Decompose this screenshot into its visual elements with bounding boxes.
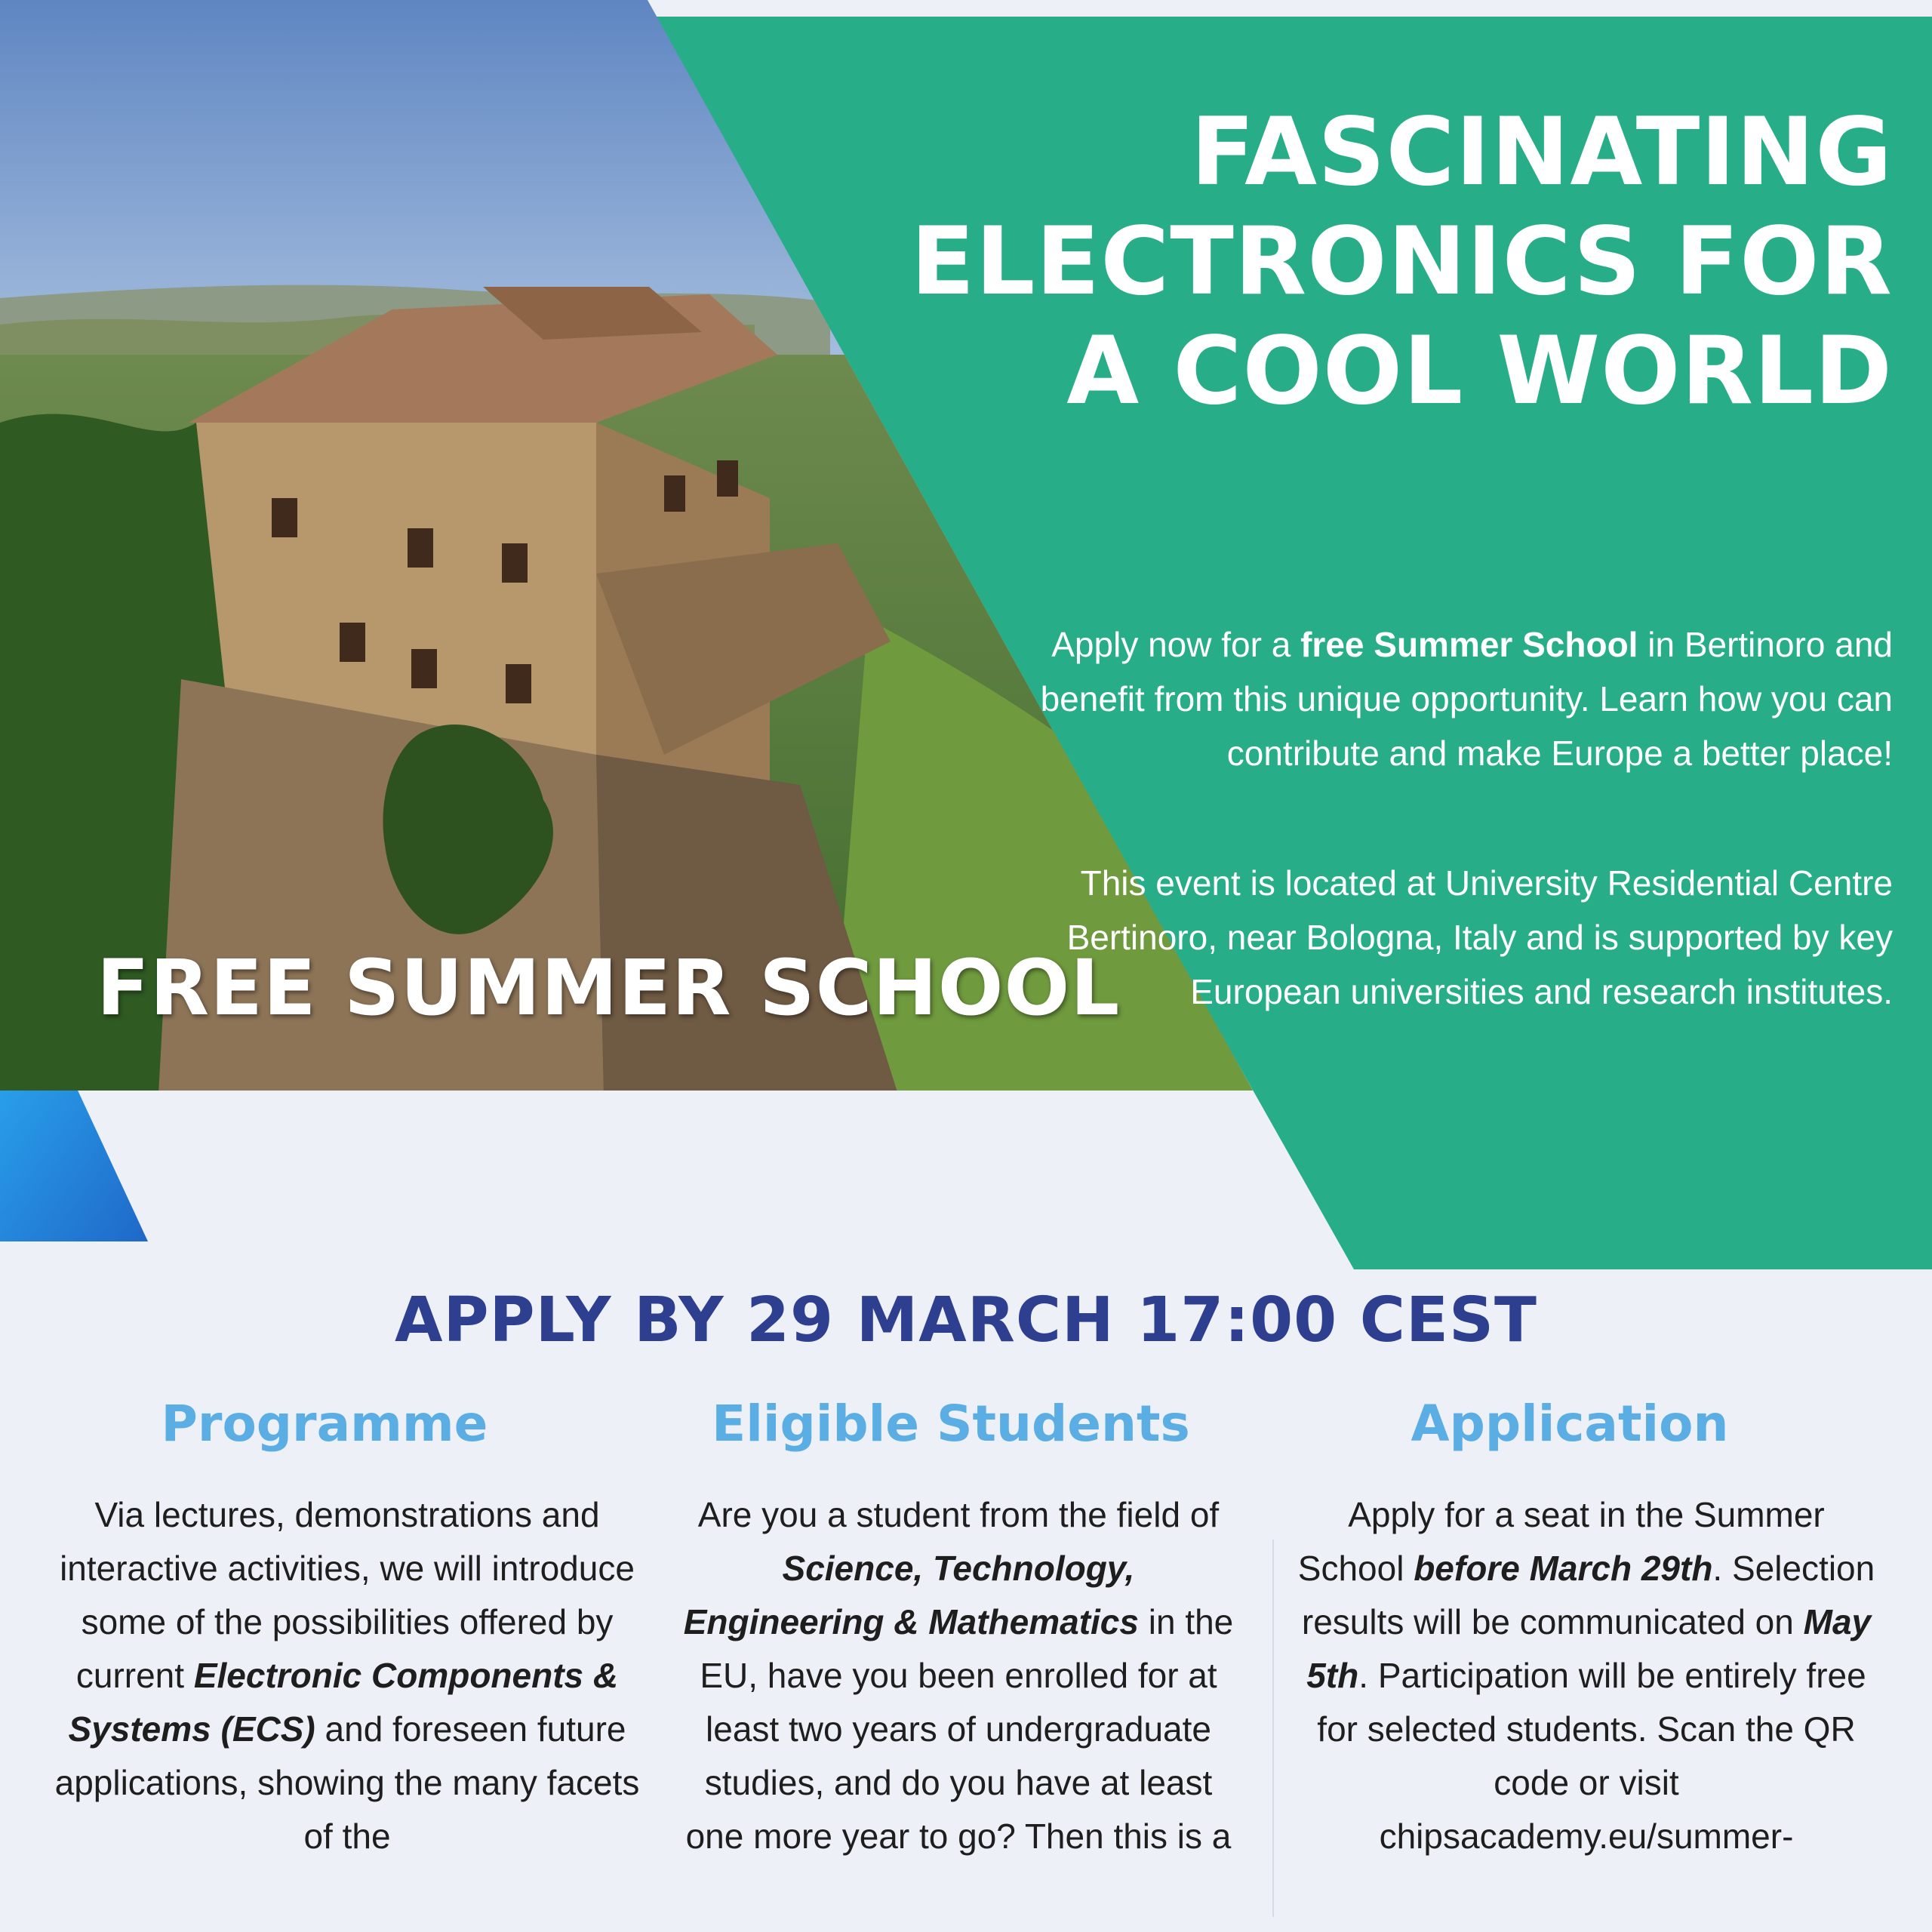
intro-text-after: in Bertinoro and benefit from this unique opportunity. Learn how you can contribute and make Europe a better place! [1040,625,1893,773]
eligible-text-1: Are you a student from the field of [697,1495,1220,1534]
application-text-3: . Participation will be entirely free for selected students. Scan the QR code or visit chipsacademy.eu/summer- [1317,1656,1866,1856]
programme-text-1: Via lectures, demonstrations and interactive activities, we will introduce some of the possibilities offered by current [60,1495,635,1695]
eligible-students-heading: Eligible Students [712,1395,1190,1453]
eligible-bold-1: Science, Technology, Engineering & Mathematics [683,1549,1139,1641]
programme-bold-1: Electronic Components & Systems (ECS) [68,1656,619,1749]
intro-text-before: Apply now for a [1051,625,1301,664]
intro-paragraph-2: This event is located at University Residential Centre Bertinoro, near Bologna, Italy and is supported by key European universities and research institutes. [1066,863,1893,1011]
hero-title-line-2: ELECTRONICS FOR [910,208,1893,317]
deadline-heading: APPLY BY 29 MARCH 17:00 CEST [395,1284,1537,1356]
programme-text-2: and foreseen future applications, showing the many facets of the [54,1709,640,1856]
application-text-2: . Selection results will be communicated on [1301,1549,1875,1641]
application-bold-2: May 5th [1306,1602,1872,1695]
column-divider [1272,1540,1274,1917]
hero-title [761,98,1893,426]
photo-caption: FREE SUMMER SCHOOL [97,943,1121,1033]
application-bold-1: before March 29th [1414,1549,1713,1588]
programme-text [53,1488,641,1863]
intro-paragraph-1 [1040,617,1893,780]
eligible-students-text [679,1488,1238,1863]
eligible-text-2: in the EU, have you been enrolled for at least two years of undergraduate studies, and do you have at least one more year to go? Then this is a [685,1602,1234,1856]
application-text [1292,1488,1881,1863]
application-heading: Application [1411,1395,1729,1453]
application-text-1: Apply for a seat in the Summer School [1297,1495,1825,1588]
intro-text-bold: free Summer School [1300,625,1638,664]
hero-title-line-1: FASCINATING [1190,98,1893,207]
hero-title-line-3: A COOL WORLD [1066,317,1893,426]
programme-heading: Programme [161,1395,488,1453]
